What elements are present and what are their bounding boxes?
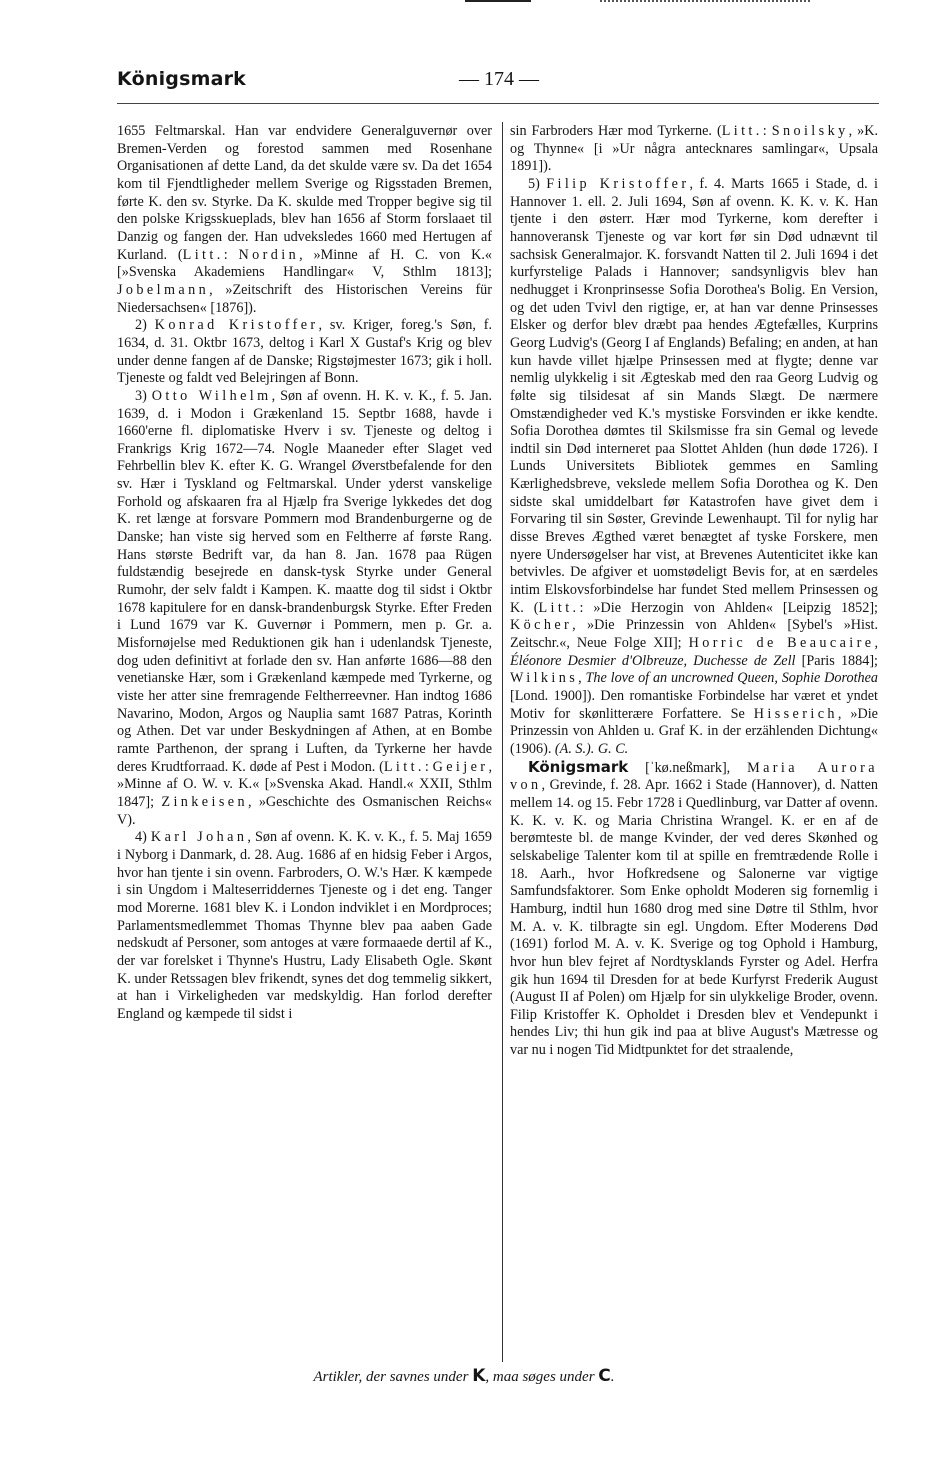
paragraph	[510, 123, 878, 176]
paragraph	[117, 829, 492, 1023]
spaced-text: Jobelmann	[117, 281, 210, 298]
spaced-text: Geijer	[432, 758, 489, 775]
paragraph	[117, 388, 492, 829]
text-run: , Søn af ovenn. H. K. v. K., f. 5. Jan. 1639, d. i Modon i Grækenland 15. Septbr 1688, havde i 1660'erne fl. diplomatiske Hverv i sv. Tjeneste og deltog i Frankrigs Krig 1672—74. Nogle Maaneder efter Slaget ved Fehrbellin blev K. efter K. G. Wrangel Øverstbefalende for den sv. Hær i Tyskland og Feltmarskal. Under yderst vanskelige Forhold og afskaaren fra al Hjælp fra Sverige lykkedes det dog K. ret længe at forsvare Pommern mod Brandenburgerne og de Danske; han viste sig herved som en Feltherre af første Rang. Hans største Bedrift var, da han 8. Jan. 1678 paa Rügen fuldstændig besejrede en dansk-tysk Styrke under General Rumohr, der selv faldt i Kampen. K. maatte dog til sidst i Oktbr 1678 kapitulere for en dansk-brandenburgsk Styrke. Efter Freden i Lund 1679 var K. Guvernør i Pommern, men p. Gr. a. Misfornøjelse med Reduktionen gik han i udenlandsk Tjeneste, dog uden definitivt at forlade den sv. Han anførte 1686—88 den venetianske Hær, som i Grækenland kæmpede med Tyrkerne, og viste her atter sine fremragende Feltherreevner. Han indtog 1686 Navarino, Modon, Argos og Nauplia samt 1687 Patras, Korinth og Athen. Det var under Beskydningen af Athen, at en Bombe ramte Parthenon, der sprang i Luften, da Tyrkerne her havde deres Krudtforraad. K. døde af Pest i Modon. (	[117, 387, 492, 775]
paragraph	[510, 759, 878, 1060]
text-run: , Grevinde, f. 28. Apr. 1662 i Stade (Hannover), d. Natten mellem 14. og 15. Febr 1728 i Quedlinburg, var Datter af ovenn. K. K. v. K. og Maria Christina Wrangel. K. er en af de berømteste bl. de mange Kvinder, der ved deres Skønhed og selskabelige Talenter kom til at spille en fremtrædende Rolle i 18. Aarh., hvor Hofkredsene og Salonerne var vigtige Samfundsfaktorer. Som Enke opholdt Moderen sig fornemlig i Hamburg, indtil hun 1680 drog med sine Døtre til Sthlm, hvor M. A. v. K. tilbragte sin egl. Ungdom. Efter Moderens Død (1691) forlod M. A. v. K. Sverige og tog Ophold i Hamburg, hvor hun blev fejret af Nordtysklands Fyrster og Adel. Herfra gik hun 1694 til Dresden for at bede Kurfyrst Frederik August (August II af Polen) om Hjælp for sin ulykkelige Broder, ovenn. Filip Kristoffer K. Opholdet i Dresden blev et Vendepunkt i hendes Liv; thi hun gik ind paa at blive August's Mætresse og var nu i nogen Tid Midtpunktet for det straalende,	[510, 777, 878, 1059]
text-run: [ˈkø.neßmark],	[628, 759, 748, 776]
right-column	[510, 123, 878, 1060]
footer-letter-c: C	[598, 1366, 611, 1386]
top-dotted-rule	[600, 0, 810, 2]
italic-text: (A. S.). G. C.	[554, 740, 629, 757]
paragraph	[117, 123, 492, 317]
text-run: :	[762, 123, 772, 139]
spaced-text: Konrad Kristoffer	[154, 317, 319, 334]
footer-text-1: Artikler, der savnes under	[313, 1369, 469, 1385]
header-rule	[117, 103, 879, 104]
text-run: [Paris 1884];	[795, 652, 878, 669]
text-run: sin Farbroders Hær mod Tyrkerne. (	[510, 123, 722, 139]
spaced-text: Litt.	[721, 123, 763, 139]
footer-text-3: .	[610, 1369, 615, 1385]
italic-text: The love of an uncrowned Queen, Sophie Dorothea	[585, 670, 878, 687]
spaced-text: Litt.	[538, 599, 580, 616]
footer-text-2: , maa søges under	[485, 1369, 595, 1385]
spaced-text: Wilkins	[510, 670, 579, 687]
paragraph	[117, 317, 492, 388]
spaced-text: Hisserich	[753, 705, 838, 722]
spaced-text: Horric de Beaucaire	[688, 635, 875, 652]
spaced-text: Otto Wilhelm	[151, 387, 272, 404]
text-run: 3)	[135, 387, 152, 404]
text-run: , f. 4. Marts 1665 i Stade, d. i Hannover 1. ell. 2. Juli 1694, Søn af ovenn. K. K. v. K. Han tjente i den østerr. Hær mod Tyrkerne, kom derefter i hannoveransk Tjeneste og var kort før sin Død udnævnt til sachsisk Generalmajor. K. forsvandt Natten til 2. Juli 1694 i det kurfyrstelige Palads i Hannover; sandsynligvis blev han nedhugget i Kronprinsesse Sofia Dorothea's Bolig. En Version, og det uden Tvivl den rigtige, er, at han var denne Prinsesses Elsker og derfor blev dræbt paa hendes Ægtefælles, Kurprins Georg Ludvig's (Georg I af Englands) Befaling; en anden, at han kun havde villet hjælpe Prinsessen med at flygte; denne var nemlig ulykkelig i sit Ægteskab med den raa Georg Ludvig og følte sig tilsidesat af sin Mands Slægt. De nærmere Omstændigheder ved K.'s mystiske Forsvinden er ikke kendte. Sofia Dorothea dømtes til Skilsmisse fra sin Gemal og levede indtil sin Død interneret paa Slottet Ahlden (hun døde 1726). I Lunds Universitets Bibliotek gemmes en Samling Kærlighedsbreve, vekslede mellem Sofia Dorothea og K. Den sidste skal umiddelbart før Katastrofen have givet dem i Forvaring til sin Søster, Grevinde Lewenhaupt. Til for nylig har disse Breves Ægthed været benægtet af tyske Forskere, men nyere Undersøgelser har vist, at Brevenes Autenticitet ikke kan betvivles. De afgiver et uomstødeligt Bevis for, at en særdeles intim Elskovsforbindelse har fundet Sted mellem Prinsessen og K. (	[510, 175, 878, 616]
headword: Königsmark	[528, 757, 629, 776]
text-run: 5)	[528, 175, 547, 192]
text-run: , »Die Prinzessin von Ahlden u. Graf K. in der erzählenden Dichtung« (1906).	[510, 705, 878, 757]
text-run: :	[424, 758, 433, 775]
left-column	[117, 123, 492, 1023]
top-rule	[465, 0, 531, 2]
text-run: , sv. Kriger, foreg.'s Søn, f. 1634, d. 31. Oktbr 1673, deltog i Karl X Gustaf's Krig og blev under denne fangen af de Danske; Rigstøjmester 1673; gik i holl. Tjeneste og faldt ved Belejringen af Bonn.	[117, 317, 492, 387]
spaced-text: Zinkeisen	[161, 793, 248, 810]
text-run: : »Die Herzogin von Ahlden« [Leipzig 1852];	[579, 599, 878, 616]
text-run: , Søn af ovenn. K. K. v. K., f. 5. Maj 1659 i Nyborg i Danmark, d. 28. Aug. 1686 af en hidsig Feber i Argos, hvor han tjente i sin ovenn. Farbroders, O. W.'s Hær. K kæmpede i sin Ungdom i Malteserriddernes Tjeneste og i det eng. Tanger mod Morerne. 1681 blev K. i London indviklet i en Mordproces; Parlamentsmedlemmet Thomas Thynne blev paa aaben Gade nedskudt af Personer, som antoges at være formaaede dertil af K., der var forelsket i Thynne's Hustru, Lady Elisabeth Ogle. Skønt K. under Retssagen blev frikendt, synes det dog temmelig sikkert, at han i Virkeligheden var medskyldig. Han forlod derefter England og kæmpede til sidst i	[117, 829, 492, 1022]
spaced-text: Maria Aurora von	[510, 759, 878, 794]
text-run: , »Geschichte des Osmanischen Reichs« V).	[117, 793, 492, 828]
text-run: , »Die Prinzessin von Ahlden« [Sybel's »Hist. Zeitschr.«, Neue Folge XII];	[510, 617, 878, 652]
spaced-text: Litt.	[182, 246, 224, 263]
italic-text: Éléonore Desmier d'Olbreuze, Duchesse de Zell	[510, 652, 796, 669]
footer-letter-k: K	[472, 1366, 486, 1386]
text-run: 4)	[135, 829, 151, 846]
page-number: — 174 —	[459, 68, 539, 90]
text-run: , »Minne af O. W. v. K.« [»Svenska Akad. Handl.« XXII, Sthlm 1847];	[117, 758, 492, 810]
spaced-text: Snoilsky	[771, 123, 849, 139]
spaced-text: Nordin	[238, 246, 300, 263]
footer-note	[0, 1366, 928, 1386]
text-run: ,	[874, 635, 879, 652]
spaced-text: Köcher	[510, 617, 573, 634]
page-header	[117, 64, 877, 98]
running-title: Königsmark	[117, 68, 247, 90]
text-run: :	[223, 246, 239, 263]
paragraph	[510, 176, 878, 759]
spaced-text: Filip Kristoffer	[546, 175, 690, 192]
text-run: , »Zeitschrift des Historischen Vereins für Niedersachsen« [1876]).	[117, 281, 492, 316]
text-run: 2)	[135, 317, 155, 334]
text-run: , »K. og Thynne« [i »Ur några antecknares samlingar«, Upsala 1891]).	[510, 123, 878, 175]
spaced-text: Litt.	[383, 758, 425, 775]
text-run: 1655 Feltmarskal. Han var endvidere Generalguvernør over Bremen-Verden og forestod sammen med Rosenhane Organisationen af dette Land, da det skulde være sv. Da det 1654 kom til Fjendtligheder mellem Sverige og Rigsstaden Bremen, førte K. den sv. Styrke. Da K. skulde med Tropper begive sig til den polske Krigsskueplads, blev han 1656 af Storm forslaaet til Danzig og fangen der. Han udveksledes 1660 med Hertugen af Kurland. (	[117, 123, 492, 263]
text-run: ,	[578, 670, 586, 687]
column-divider	[502, 122, 503, 1362]
text-run: , »Minne af H. C. von K.« [»Svenska Akademiens Handlingar« V, Sthlm 1813];	[117, 246, 492, 281]
text-run: [Lond. 1900]). Den romantiske Forbindelse har været et yndet Motiv for skønlitterære Forfattere. Se	[510, 688, 878, 722]
spaced-text: Karl Johan	[150, 829, 248, 846]
